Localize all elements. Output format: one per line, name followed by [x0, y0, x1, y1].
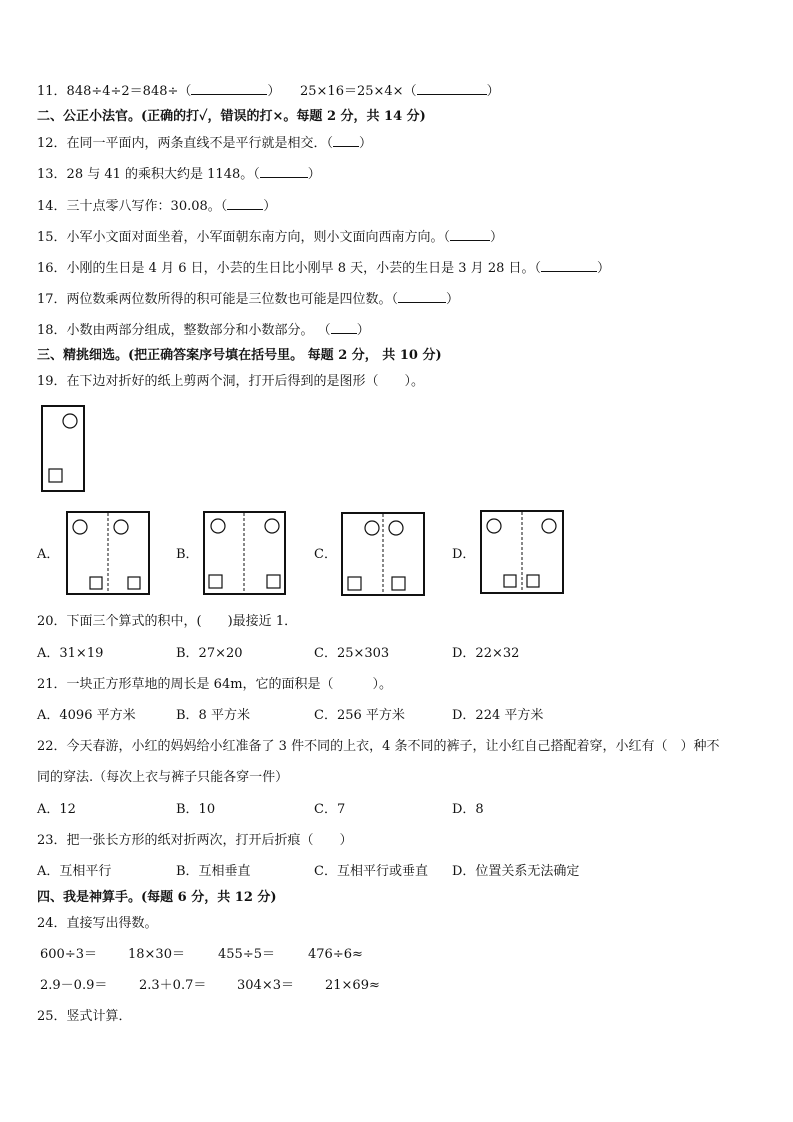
question-14: 14．三十点零八写作：30.08。（ ） — [37, 199, 277, 214]
calc-item: 18×30＝ — [128, 947, 185, 962]
question-11-right: 25×16＝25×4×（ ） — [300, 84, 500, 99]
question-18: 18．小数由两部分组成，整数部分和小数部分。 （ ） — [37, 323, 370, 338]
question-25: 25．竖式计算． — [37, 1009, 132, 1024]
q20-option-a[interactable]: A．31×19 — [37, 646, 104, 661]
q22-option-d[interactable]: D．8 — [452, 802, 484, 817]
q22-option-a[interactable]: A．12 — [37, 802, 76, 817]
answer-blank[interactable] — [331, 321, 357, 334]
q20-option-b[interactable]: B．27×20 — [176, 646, 243, 661]
answer-blank[interactable] — [450, 228, 490, 241]
question-22-line-1: 22．今天春游，小红的妈妈给小红准备了 3 件不同的上衣，4 条不同的裤子，让小红自己搭配着穿，小红有（ ）种不 — [37, 739, 720, 754]
calc-item: 600÷3＝ — [40, 947, 97, 962]
calc-item: 2.9－0.9＝ — [40, 978, 108, 993]
calc-item: 455÷5＝ — [218, 947, 275, 962]
question-19: 19．在下边对折好的纸上剪两个洞，打开后得到的是图形（ ）。 — [37, 374, 425, 389]
q21-option-c[interactable]: C．256 平方米 — [314, 708, 405, 723]
answer-blank[interactable] — [417, 82, 487, 95]
calc-item: 476÷6≈ — [308, 947, 363, 962]
question-16: 16．小刚的生日是 4 月 6 日，小芸的生日比小刚早 8 天，小芸的生日是 3 月 28 日。（ ） — [37, 261, 611, 276]
section-2-heading: 二、公正小法官。(正确的打✓，错误的打×。每题 2 分，共 14 分) — [37, 109, 426, 124]
answer-blank[interactable] — [260, 165, 308, 178]
answer-blank[interactable] — [227, 197, 263, 210]
option-b-figure[interactable] — [203, 511, 286, 595]
question-12: 12．在同一平面内，两条直线不是平行就是相交．（ ） — [37, 136, 373, 151]
q21-option-a[interactable]: A．4096 平方米 — [37, 708, 136, 723]
question-22-line-2: 同的穿法.（每次上衣与裤子只能各穿一件） — [37, 770, 289, 785]
calc-item: 21×69≈ — [325, 978, 380, 993]
q23-option-a[interactable]: A．互相平行 — [37, 864, 112, 879]
answer-blank[interactable] — [398, 290, 446, 303]
question-15: 15．小军小文面对面坐着，小军面朝东南方向，则小文面向西南方向。（ ） — [37, 230, 504, 245]
section-4-heading: 四、我是神算手。(每题 6 分，共 12 分) — [37, 890, 277, 905]
question-21: 21．一块正方形草地的周长是 64m，它的面积是（ ）。 — [37, 677, 393, 692]
option-b-label: B． — [176, 547, 199, 562]
answer-blank[interactable] — [541, 259, 597, 272]
option-c-label: C． — [314, 547, 337, 562]
option-a-figure[interactable] — [66, 511, 150, 595]
calc-item: 2.3＋0.7＝ — [139, 978, 207, 993]
question-17: 17．两位数乘两位数所得的积可能是三位数也可能是四位数。（ ） — [37, 292, 460, 307]
q22-option-c[interactable]: C．7 — [314, 802, 346, 817]
folded-paper-figure — [41, 405, 86, 493]
q20-option-c[interactable]: C．25×303 — [314, 646, 390, 661]
option-d-figure[interactable] — [480, 510, 564, 594]
q23-option-d[interactable]: D．位置关系无法确定 — [452, 864, 580, 879]
option-d-label: D． — [452, 547, 476, 562]
question-20: 20．下面三个算式的积中，( )最接近 1． — [37, 614, 298, 629]
calc-item: 304×3＝ — [237, 978, 294, 993]
option-a-label: A． — [37, 547, 60, 562]
q20-option-d[interactable]: D．22×32 — [452, 646, 520, 661]
question-24: 24．直接写出得数。 — [37, 916, 158, 931]
section-3-heading: 三、精挑细选。(把正确答案序号填在括号里。 每题 2 分， 共 10 分) — [37, 348, 442, 363]
q23-option-c[interactable]: C．互相平行或垂直 — [314, 864, 428, 879]
option-c-figure[interactable] — [341, 512, 425, 596]
answer-blank[interactable] — [333, 134, 359, 147]
answer-blank[interactable] — [191, 82, 267, 95]
q21-option-d[interactable]: D．224 平方米 — [452, 708, 544, 723]
q11-left: 11．848÷4÷2＝848÷（ — [37, 84, 192, 99]
question-11: 11．848÷4÷2＝848÷（ ） — [37, 84, 281, 99]
question-13: 13．28 与 41 的乘积大约是 1148。（ ） — [37, 167, 321, 182]
q22-option-b[interactable]: B．10 — [176, 802, 216, 817]
q21-option-b[interactable]: B．8 平方米 — [176, 708, 250, 723]
q23-option-b[interactable]: B．互相垂直 — [176, 864, 251, 879]
question-23: 23．把一张长方形的纸对折两次，打开后折痕（ ） — [37, 833, 353, 848]
